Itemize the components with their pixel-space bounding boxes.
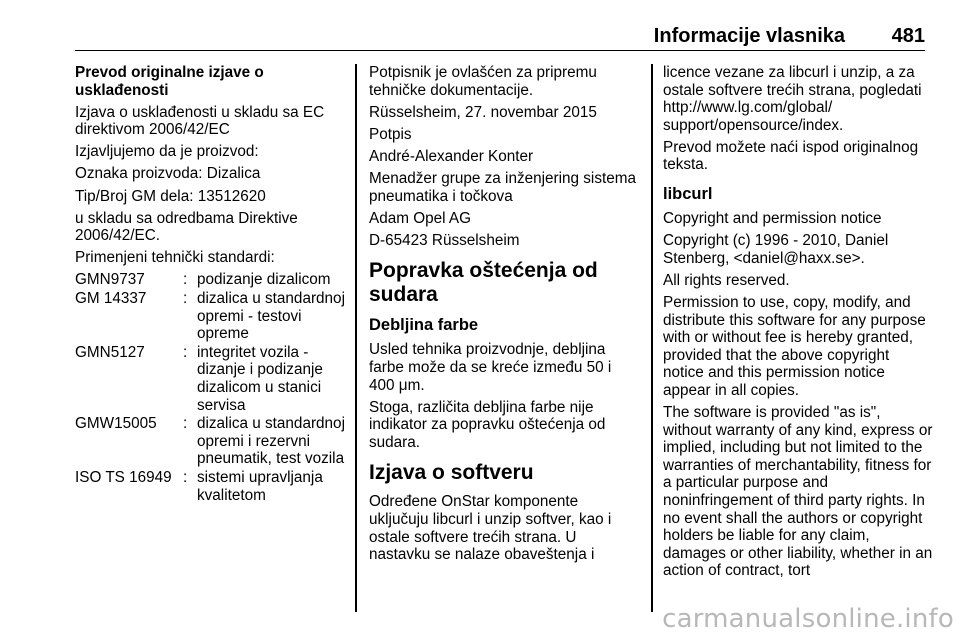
table-row [75,469,347,505]
paragraph: All rights reserved. [663,271,790,289]
table-row [75,290,347,344]
paragraph: Prevod možete naći ispod originalnog teksta. [663,138,919,174]
paragraph: D-65423 Rüsselsheim [369,231,520,249]
standard-code: GMN5127 [75,343,145,361]
paragraph: u skladu sa odredbama Direktive 2006/42/EC. [75,209,298,245]
paragraph: Izjavljujemo da je proizvod: [75,143,259,161]
page-number: 481 [891,25,925,47]
standard-code: ISO TS 16949 [75,468,172,486]
paragraph: Određene OnStar komponente uključuju libcurl i unzip softver, kao i ostale softvere trećih strana. U nastavku se nalaze obaveštenja i [369,493,612,564]
section-heading-collision-repair: Popravka oštećenja od sudara [369,259,598,307]
paragraph: Rüsselsheim, 27. novembar 2015 [369,103,597,121]
paragraph: Permission to use, copy, modify, and distribute this software for any purpose with or without fee is hereby granted, provided that the above copyright notice and this permission notice appear in all copies. [663,293,926,399]
column-left [75,64,347,505]
paragraph: Copyright (c) 1996 - 2010, Daniel Stenberg, <daniel@haxx.se>. [663,232,889,267]
column-right [663,64,933,584]
standard-description: dizalica u standardnoj opremi - testovi opreme [197,290,345,343]
standards-table [75,271,347,505]
colon: : [183,415,188,433]
paragraph: Stoga, različita debljina farbe nije indikator za popravku oštećenja od sudara. [369,398,606,451]
column-divider-right [651,64,653,612]
paragraph: Copyright and permission notice [663,210,882,228]
standard-description: podizanje dizalicom [197,271,331,289]
watermark: carmanualsonline.info [662,604,954,634]
paragraph: Izjava o usklađenosti u skladu sa EC direktivom 2006/42/EC [75,103,325,139]
paragraph: Menadžer grupe za inženjering sistema pneumatika i točkova [369,169,636,205]
column-divider-left [355,64,357,612]
colon: : [183,468,188,486]
paragraph: André-Alexander Konter [369,147,534,165]
standard-code: GM 14337 [75,290,147,308]
column-middle [369,64,637,568]
colon: : [183,343,188,361]
standard-code: GMW15005 [75,415,157,433]
paragraph: Potpisnik je ovlašćen za pripremu tehničke dokumentacije. [369,64,597,99]
subheading-libcurl: libcurl [663,185,713,204]
subheading-paint-thickness: Debljina farbe [369,316,479,335]
paragraph: Primenjeni tehnički standardi: [75,249,275,267]
paragraph: Usled tehnika proizvodnje, debljina farbe može da se kreće između 50 i 400 μm. [369,341,612,394]
declaration-heading: Prevod originalne izjave o usklađenosti [75,64,264,99]
paragraph: The software is provided "as is", without warranty of any kind, express or implied, including but not limited to the warranties of merchantability, fitness for a particular purpose and noninfringement of third party rights. In no event shall the authors or copyright holders be liable for any claim, damages or other liability, whether in an action of contract, tort [663,404,933,580]
table-row [75,271,347,290]
paragraph: Oznaka proizvoda: Dizalica [75,165,261,183]
table-row [75,415,347,469]
colon: : [183,290,188,308]
standard-description: sistemi upravljanja kvalitetom [197,468,323,504]
paragraph: Adam Opel AG [369,209,472,227]
paragraph: Potpis [369,125,412,143]
paragraph: Tip/Broj GM dela: 13512620 [75,187,266,205]
section-heading-software-statement: Izjava o softveru [369,461,534,485]
standard-code: GMN9737 [75,271,145,289]
standard-description: dizalica u standardnoj opremi i rezervni pneumatik, test vozila [197,415,345,468]
paragraph: licence vezane za libcurl i unzip, a za ostale softvere trećih strana, pogledati http://www.lg.com/global/ support/opensource/index. [663,64,922,134]
colon: : [183,271,188,289]
header-title: Informacije vlasnika [653,25,845,47]
standard-description: integritet vozila - dizanje i podizanje dizalicom u stanici servisa [197,343,323,414]
table-row [75,344,347,415]
page-header [75,22,925,51]
